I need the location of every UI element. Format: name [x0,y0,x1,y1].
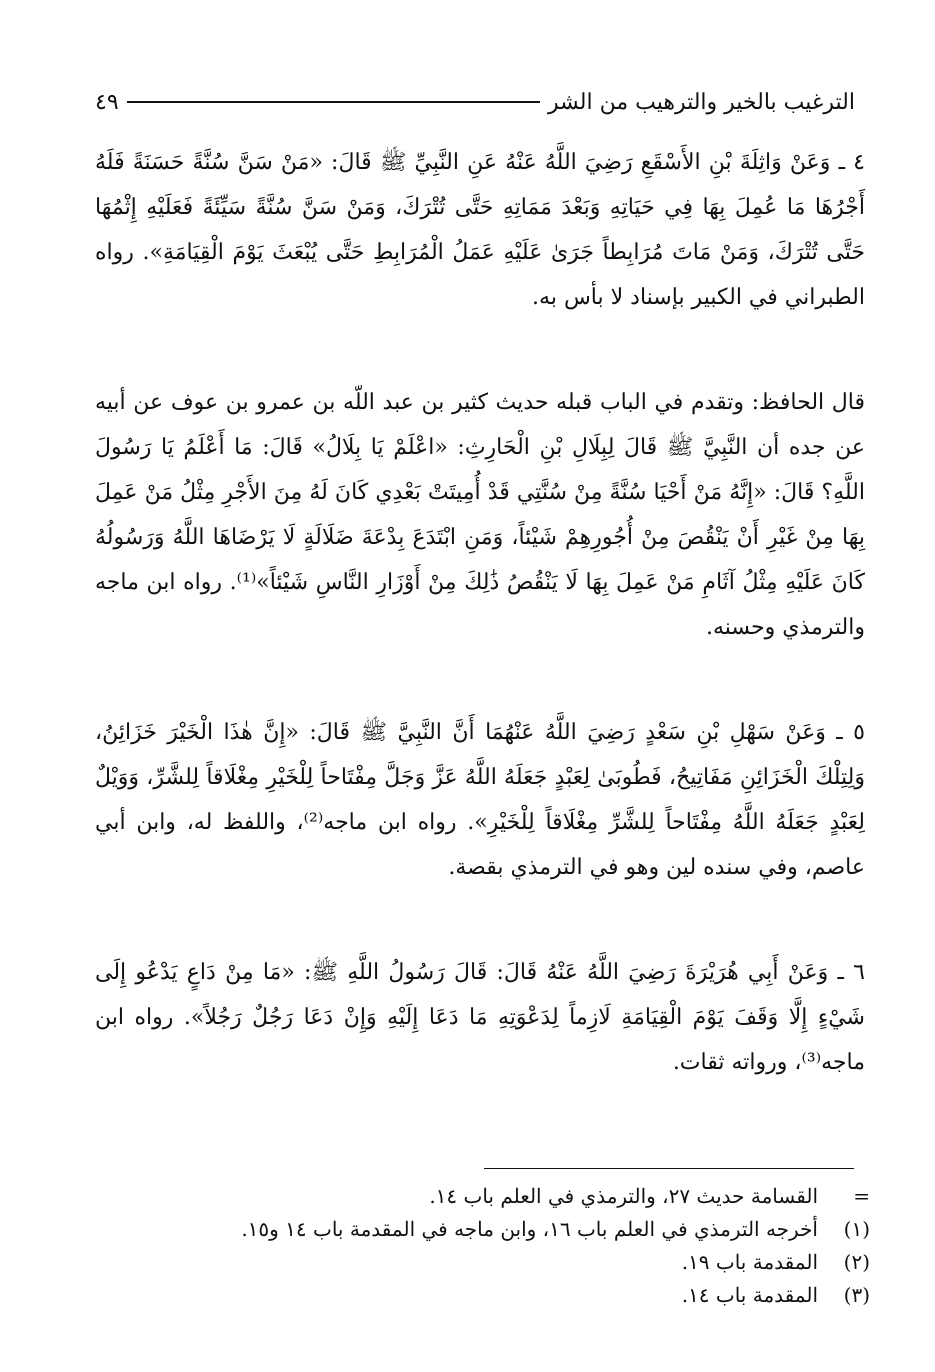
footnote [200,1279,870,1312]
footnote [200,1246,870,1279]
page-number: ٤٩ [95,89,119,115]
footnote [200,1180,870,1213]
paragraph-spacer [95,320,865,380]
hadith-paragraph: ٦ ـ وَعَنْ أَبِي هُرَيْرَةَ رَضِيَ اللَّهُ عَنْهُ قَالَ: قَالَ رَسُولُ اللَّهِ ﷺ: «مَا مِنْ دَاعٍ يَدْعُو إِلَى شَيْءٍ إِلَّا وَقَفَ يَوْمَ الْقِيَامَةِ لَازِماً لِدَعْوَتِهِ مَا دَعَا إِلَيْهِ وَإِنْ دَعَا رَجُلٌ رَجُلاً». رواه ابن ماجه⁽³⁾، ورواته ثقات. [95,960,865,1075]
footnote-text: القسامة حديث ٢٧، والترمذي في العلم باب ١٤. [429,1184,818,1208]
footnote-text: أخرجه الترمذي في العلم باب ١٦، وابن ماجه في المقدمة باب ١٤ و١٥. [241,1217,818,1241]
header-title: الترغيب بالخير والترهيب من الشر [548,89,855,115]
hadith-paragraph: ٤ ـ وَعَنْ وَاثِلَةَ بْنِ الأَسْقَعِ رَضِيَ اللَّهُ عَنْهُ عَنِ النَّبِيِّ ﷺ قَالَ: «مَنْ سَنَّ سُنَّةً حَسَنَةً فَلَهُ أَجْرُهَا مَا عُمِلَ بِهَا فِي حَيَاتِهِ وَبَعْدَ مَمَاتِهِ حَتَّى تُتْرَكَ، وَمَنْ سَنَّ سُنَّةً سَيِّئَةً فَعَلَيْهِ إِثْمُهَا حَتَّى تُتْرَكَ، وَمَنْ مَاتَ مُرَابِطاً جَرَىٰ عَلَيْهِ عَمَلُ الْمُرَابِطِ حَتَّى يُبْعَثَ يَوْمَ الْقِيَامَةِ». رواه الطبراني في الكبير بإسناد لا بأس به. [95,150,865,310]
footnote-separator [484,1168,854,1169]
header-rule [127,101,540,103]
footnotes [200,1180,870,1312]
footnote-marker: = [853,1184,870,1208]
running-header [95,82,855,122]
footnote-text: المقدمة باب ١٤. [681,1283,818,1307]
hadith-paragraph: ٥ ـ وَعَنْ سَهْلِ بْنِ سَعْدٍ رَضِيَ اللَّهُ عَنْهُمَا أَنَّ النَّبِيَّ ﷺ قَالَ: «إِنَّ هٰذَا الْخَيْرَ خَزَائِنُ، وَلِتِلْكَ الْخَزَائِنِ مَفَاتِيحُ، فَطُوبَىٰ لِعَبْدٍ جَعَلَهُ اللَّهُ عَزَّ وَجَلَّ مِفْتَاحاً لِلْخَيْرِ مِغْلَاقاً لِلشَّرِّ، وَوَيْلٌ لِعَبْدٍ جَعَلَهُ اللَّهُ مِفْتَاحاً لِلشَّرِّ مِغْلَاقاً لِلْخَيْرِ». رواه ابن ماجه⁽²⁾، واللفظ له، وابن أبي عاصم، وفي سنده لين وهو في الترمذي بقصة. [95,720,865,880]
footnote-text: المقدمة باب ١٩. [681,1250,818,1274]
paragraph-spacer [95,890,865,950]
footnote-marker: (٣) [843,1283,870,1307]
footnote [200,1213,870,1246]
main-text [95,140,865,1085]
commentary-paragraph: قال الحافظ: وتقدم في الباب قبله حديث كثير بن عبد اللّه بن عمرو بن عوف عن أبيه عن جده أن النَّبِيَّ ﷺ قَالَ لِبِلَالِ بْنِ الْحَارِثِ: «اعْلَمْ يَا بِلَالُ» قَالَ: مَا أَعْلَمُ يَا رَسُولَ اللَّهِ؟ قَالَ: «إِنَّهُ مَنْ أَحْيَا سُنَّةً مِنْ سُنَّتِي قَدْ أُمِيتَتْ بَعْدِي كَانَ لَهُ مِنَ الأَجْرِ مِثْلُ مَنْ عَمِلَ بِهَا مِنْ غَيْرِ أَنْ يَنْقُصَ مِنْ أُجُورِهِمْ شَيْئاً، وَمَنِ ابْتَدَعَ بِدْعَةَ ضَلَالَةٍ لَا يَرْضَاهَا اللَّهُ وَرَسُولُهُ كَانَ عَلَيْهِ مِثْلُ آثَامِ مَنْ عَمِلَ بِهَا لَا يَنْقُصُ ذَٰلِكَ مِنْ أَوْزَارِ النَّاسِ شَيْئاً»⁽¹⁾. رواه ابن ماجه والترمذي وحسنه. [95,390,865,640]
footnote-marker: (٢) [843,1250,870,1274]
footnote-marker: (١) [843,1217,870,1241]
paragraph-spacer [95,650,865,710]
